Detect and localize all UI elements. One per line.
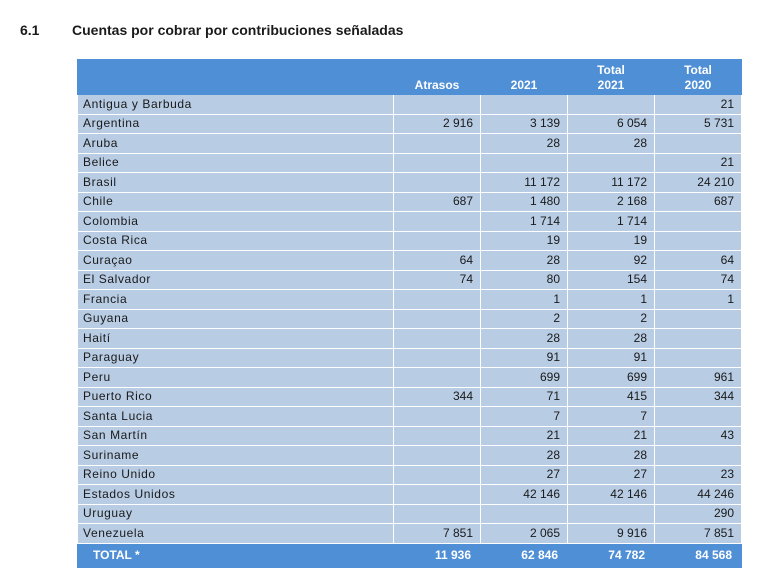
value-cell: 21 (655, 95, 742, 115)
value-cell: 9 916 (568, 524, 655, 544)
country-cell: Reino Unido (78, 465, 394, 485)
value-cell: 28 (568, 134, 655, 154)
value-cell (655, 231, 742, 251)
column-header-line2: 2020 (684, 78, 712, 92)
value-cell: 1 714 (568, 212, 655, 232)
table-row (78, 329, 742, 349)
table-row (78, 231, 742, 251)
table-row (78, 173, 742, 193)
column-header-line2: Atrasos (414, 78, 460, 92)
country-cell: Suriname (78, 446, 394, 466)
value-cell: 28 (481, 134, 568, 154)
value-cell: 21 (655, 153, 742, 173)
value-cell: 21 (568, 426, 655, 446)
table-row (78, 465, 742, 485)
value-cell: 42 146 (481, 485, 568, 505)
value-cell: 7 (568, 407, 655, 427)
country-cell: Estados Unidos (78, 485, 394, 505)
value-cell: 28 (481, 446, 568, 466)
table-row (78, 134, 742, 154)
country-cell: Peru (78, 368, 394, 388)
table-row (78, 524, 742, 544)
country-cell: Argentina (78, 114, 394, 134)
table-body (78, 95, 742, 544)
value-cell (394, 426, 481, 446)
table-row (78, 387, 742, 407)
value-cell (394, 348, 481, 368)
country-cell: Belice (78, 153, 394, 173)
value-cell: 7 851 (655, 524, 742, 544)
country-cell: Puerto Rico (78, 387, 394, 407)
column-header-line2: 2021 (510, 78, 538, 92)
total-value-cell: 74 782 (568, 543, 655, 567)
value-cell: 74 (394, 270, 481, 290)
table-row (78, 95, 742, 115)
column-header-country (78, 60, 394, 95)
column-header-line1 (403, 63, 471, 78)
value-cell: 71 (481, 387, 568, 407)
receivables-table (77, 59, 742, 568)
value-cell (655, 329, 742, 349)
table-row (78, 426, 742, 446)
value-cell (394, 309, 481, 329)
country-cell: Paraguay (78, 348, 394, 368)
value-cell (655, 407, 742, 427)
value-cell (655, 212, 742, 232)
header-row (78, 60, 742, 95)
country-cell: Curaçao (78, 251, 394, 271)
value-cell (394, 504, 481, 524)
value-cell: 5 731 (655, 114, 742, 134)
table-row (78, 153, 742, 173)
value-cell: 28 (481, 251, 568, 271)
value-cell: 28 (481, 329, 568, 349)
value-cell: 7 851 (394, 524, 481, 544)
value-cell: 28 (568, 329, 655, 349)
value-cell (655, 309, 742, 329)
country-cell: San Martín (78, 426, 394, 446)
value-cell: 74 (655, 270, 742, 290)
column-header-3 (568, 60, 655, 95)
value-cell: 42 146 (568, 485, 655, 505)
value-cell (655, 446, 742, 466)
table-row (78, 309, 742, 329)
value-cell (394, 329, 481, 349)
value-cell (655, 134, 742, 154)
value-cell: 961 (655, 368, 742, 388)
value-cell: 2 065 (481, 524, 568, 544)
column-header-line2: 2021 (597, 78, 625, 92)
table-row (78, 270, 742, 290)
value-cell (394, 465, 481, 485)
table-row (78, 290, 742, 310)
value-cell (394, 446, 481, 466)
country-cell: El Salvador (78, 270, 394, 290)
value-cell: 21 (481, 426, 568, 446)
column-header-line1: Total (684, 63, 712, 77)
value-cell (394, 95, 481, 115)
value-cell: 344 (394, 387, 481, 407)
value-cell (568, 95, 655, 115)
value-cell: 80 (481, 270, 568, 290)
value-cell: 415 (568, 387, 655, 407)
value-cell (394, 407, 481, 427)
value-cell (394, 173, 481, 193)
table-header (78, 60, 742, 95)
value-cell (394, 212, 481, 232)
total-value-cell: 84 568 (655, 543, 742, 567)
table-row (78, 114, 742, 134)
value-cell: 687 (394, 192, 481, 212)
country-cell: Costa Rica (78, 231, 394, 251)
value-cell: 699 (568, 368, 655, 388)
country-cell: Chile (78, 192, 394, 212)
value-cell: 92 (568, 251, 655, 271)
value-cell: 64 (655, 251, 742, 271)
value-cell (394, 134, 481, 154)
value-cell: 2 168 (568, 192, 655, 212)
value-cell: 44 246 (655, 485, 742, 505)
value-cell: 1 (655, 290, 742, 310)
value-cell: 1 (568, 290, 655, 310)
value-cell: 91 (568, 348, 655, 368)
column-header-line1: Total (597, 63, 625, 77)
column-header-line2 (87, 78, 384, 93)
value-cell: 27 (568, 465, 655, 485)
value-cell (394, 153, 481, 173)
country-cell: Colombia (78, 212, 394, 232)
value-cell: 19 (481, 231, 568, 251)
section-title: Cuentas por cobrar por contribuciones señaladas (72, 22, 404, 38)
value-cell: 91 (481, 348, 568, 368)
value-cell: 11 172 (568, 173, 655, 193)
column-header-line1 (490, 63, 558, 78)
value-cell (481, 504, 568, 524)
value-cell: 687 (655, 192, 742, 212)
value-cell (394, 485, 481, 505)
country-cell: Uruguay (78, 504, 394, 524)
country-cell: Aruba (78, 134, 394, 154)
total-value-cell: 62 846 (481, 543, 568, 567)
value-cell (655, 348, 742, 368)
value-cell: 2 (568, 309, 655, 329)
value-cell: 2 916 (394, 114, 481, 134)
total-value-cell: 11 936 (394, 543, 481, 567)
value-cell (568, 153, 655, 173)
value-cell: 24 210 (655, 173, 742, 193)
value-cell (394, 290, 481, 310)
table-footer (78, 543, 742, 567)
section-number: 6.1 (20, 22, 40, 38)
table-row (78, 446, 742, 466)
value-cell: 344 (655, 387, 742, 407)
value-cell: 43 (655, 426, 742, 446)
country-cell: Venezuela (78, 524, 394, 544)
table-row (78, 485, 742, 505)
value-cell: 28 (568, 446, 655, 466)
value-cell: 11 172 (481, 173, 568, 193)
value-cell: 3 139 (481, 114, 568, 134)
value-cell (481, 95, 568, 115)
column-header-4 (655, 60, 742, 95)
value-cell: 6 054 (568, 114, 655, 134)
value-cell (394, 368, 481, 388)
total-row (78, 543, 742, 567)
value-cell: 27 (481, 465, 568, 485)
value-cell: 19 (568, 231, 655, 251)
table-row (78, 192, 742, 212)
table-row (78, 368, 742, 388)
value-cell (481, 153, 568, 173)
table-row (78, 407, 742, 427)
column-header-1 (394, 60, 481, 95)
value-cell: 2 (481, 309, 568, 329)
value-cell: 1 480 (481, 192, 568, 212)
country-cell: Guyana (78, 309, 394, 329)
column-header-2 (481, 60, 568, 95)
table-row (78, 348, 742, 368)
value-cell (394, 231, 481, 251)
table-row (78, 251, 742, 271)
total-label: TOTAL * (78, 543, 394, 567)
value-cell: 290 (655, 504, 742, 524)
country-cell: Antigua y Barbuda (78, 95, 394, 115)
value-cell: 699 (481, 368, 568, 388)
country-cell: Haití (78, 329, 394, 349)
country-cell: Santa Lucia (78, 407, 394, 427)
value-cell: 23 (655, 465, 742, 485)
column-header-line1 (87, 63, 384, 78)
value-cell: 64 (394, 251, 481, 271)
value-cell: 7 (481, 407, 568, 427)
value-cell: 154 (568, 270, 655, 290)
value-cell (568, 504, 655, 524)
country-cell: Brasil (78, 173, 394, 193)
value-cell: 1 714 (481, 212, 568, 232)
value-cell: 1 (481, 290, 568, 310)
table-row (78, 504, 742, 524)
country-cell: Francia (78, 290, 394, 310)
table-row (78, 212, 742, 232)
